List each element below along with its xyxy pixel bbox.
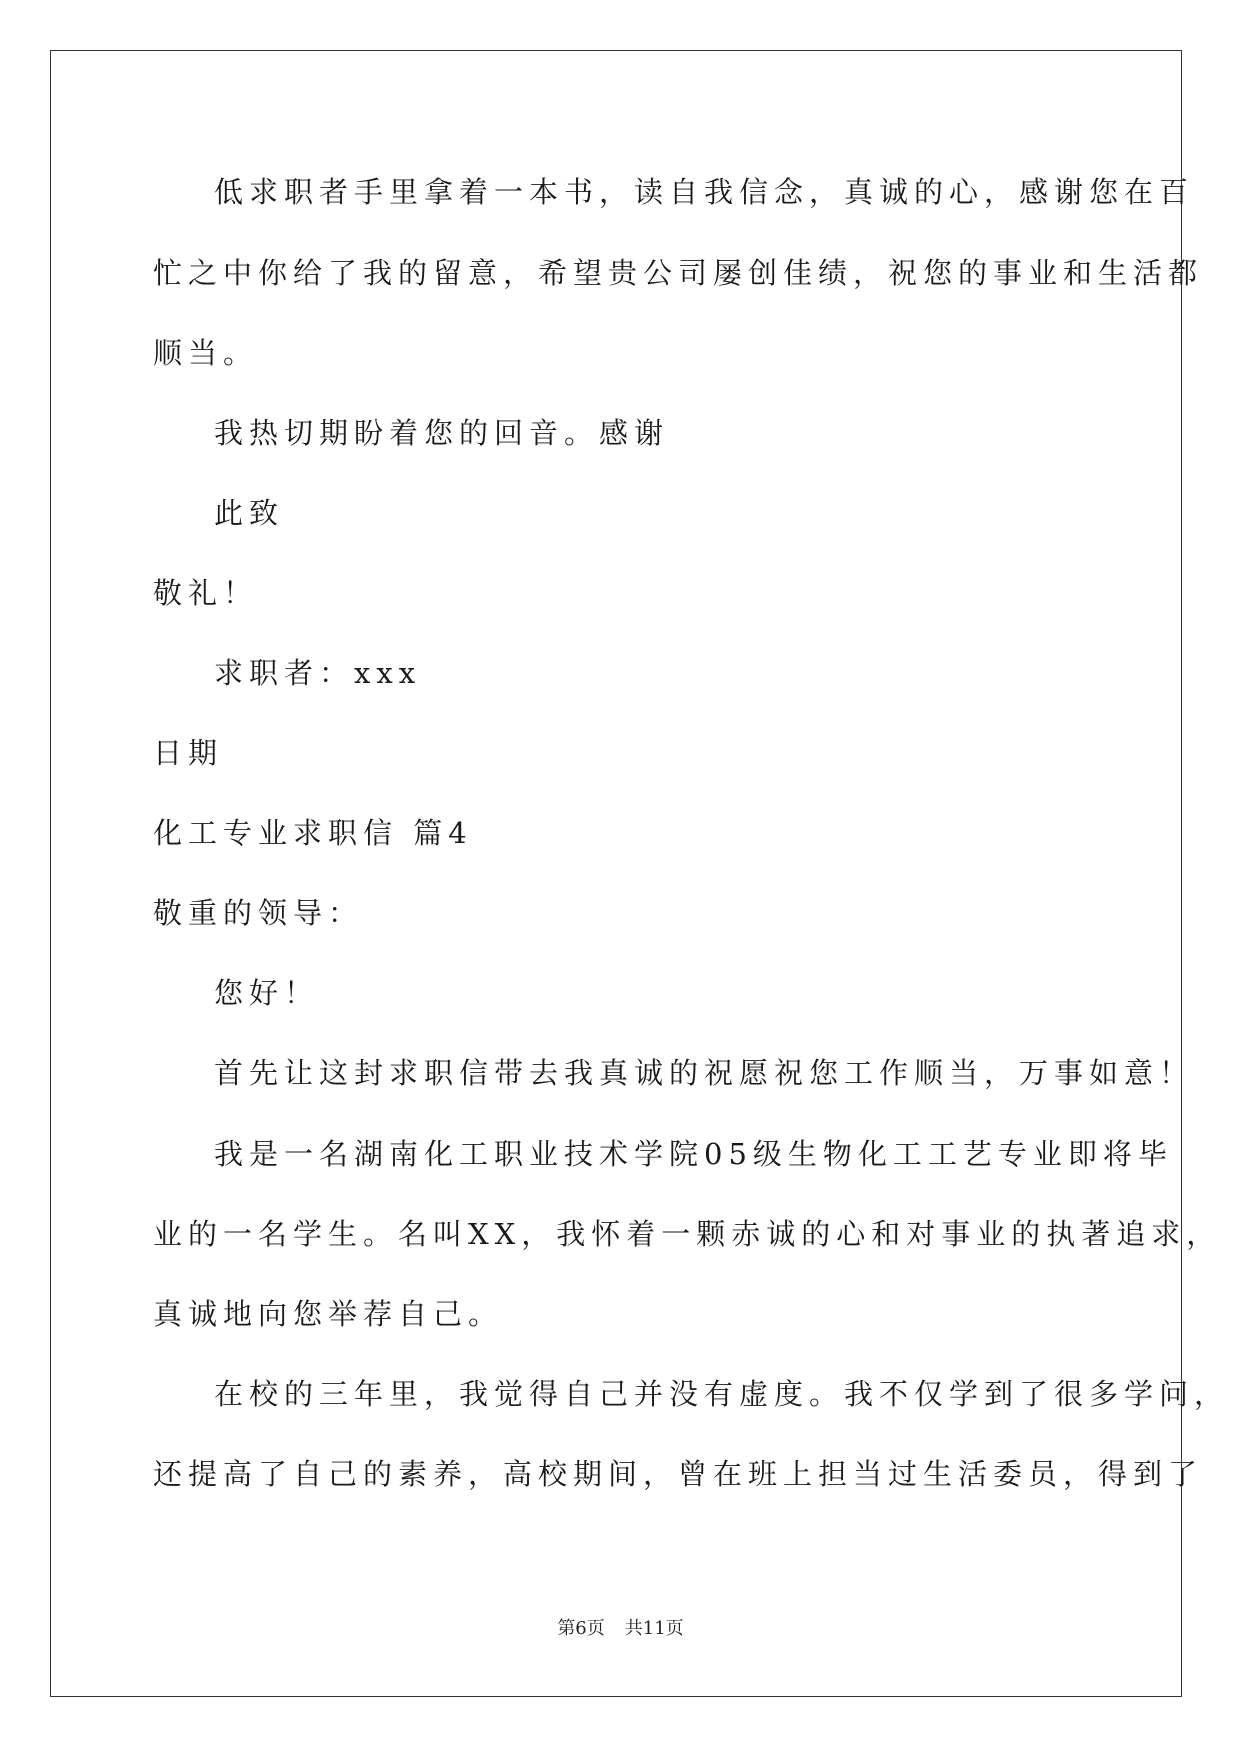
closing-salutation: 此致 — [214, 496, 285, 530]
signature-line: 求职者：xxx — [214, 656, 422, 690]
greeting-line: 您好！ — [214, 976, 320, 1010]
paragraph-line: 业的一名学生。名叫XX，我怀着一颗赤诚的心和对事业的执著追求， — [153, 1217, 1222, 1251]
paragraph-line: 在校的三年里，我觉得自己并没有虚度。我不仅学到了很多学问， — [214, 1377, 1230, 1411]
section-title: 化工专业求职信 篇4 — [153, 816, 473, 850]
paragraph-line: 还提高了自己的素养，高校期间，曾在班上担当过生活委员，得到了 — [153, 1457, 1204, 1491]
paragraph-line: 真诚地向您举荐自己。 — [153, 1297, 504, 1331]
paragraph-line: 首先让这封求职信带去我真诚的祝愿祝您工作顺当，万事如意！ — [214, 1056, 1195, 1090]
paragraph-line: 顺当。 — [153, 336, 259, 370]
paragraph-line: 低求职者手里拿着一本书，读自我信念，真诚的心，感谢您在百 — [214, 175, 1195, 209]
paragraph-line: 我热切期盼着您的回音。感谢 — [214, 416, 670, 450]
page-number: 第6页 — [557, 1618, 605, 1639]
date-line: 日期 — [153, 736, 224, 770]
greeting-line: 敬重的领导： — [153, 896, 364, 930]
page-border — [50, 50, 1230, 1697]
paragraph-line: 我是一名湖南化工职业技术学院05级生物化工工艺专业即将毕 — [214, 1137, 1173, 1171]
paragraph-line: 忙之中你给了我的留意，希望贵公司屡创佳绩，祝您的事业和生活都 — [153, 256, 1204, 290]
page-total: 共11页 — [624, 1618, 684, 1639]
page-footer — [0, 1614, 1241, 1640]
closing-salutation: 敬礼！ — [153, 576, 259, 610]
